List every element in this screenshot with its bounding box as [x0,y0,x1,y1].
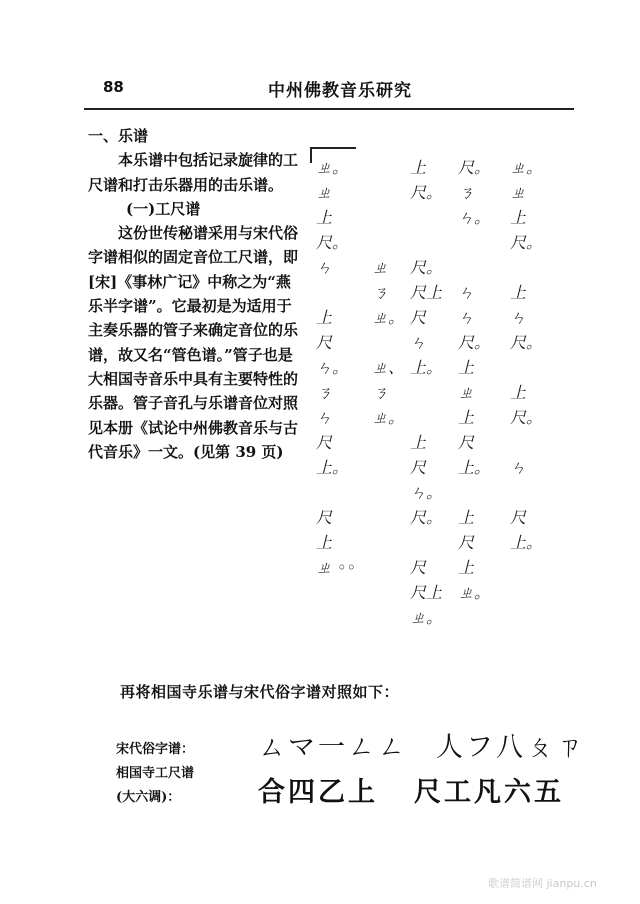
notation-symbol: 尺。 [410,183,443,202]
notation-symbol [458,255,490,280]
notation-symbol [510,480,542,505]
notation-symbol [410,380,442,405]
notation-symbol: ㄓ。 [410,608,443,627]
notation-symbol: ㄋ [316,383,333,402]
notation-symbol: ㄣ [316,408,333,427]
notation-symbol: 上 [458,358,475,377]
notation-symbol: 上。 [316,458,349,477]
notation-symbol: 上 [510,283,527,302]
notation-symbol [410,230,442,255]
notation-symbol: 上 [316,208,333,227]
notation-symbol: ㄋ [372,383,389,402]
notation-symbol [458,230,490,255]
notation-symbol: 尺 [458,533,475,552]
notation-symbol: ㄓ [316,183,333,202]
running-head-title: 中州佛教音乐研究 [268,81,412,101]
notation-symbol: 上 [510,383,527,402]
label-song-zi-pu: 宋代俗字谱： [116,742,195,757]
song-zi-pu-row [258,725,586,764]
notation-symbol: ㄓ。 [458,583,491,602]
comparison-intro: 再将相国寺乐谱与宋代俗字谱对照如下： [120,683,400,701]
notation-symbol: 上 [458,508,475,527]
notation-symbol: 尺。 [510,408,543,427]
notation-symbol: ㄣ [458,308,475,327]
song-zi-pu-group-2: 人フ八ㄆㄗ [436,732,586,763]
header-rule [84,108,574,110]
notation-symbol [316,280,356,305]
notation-symbol: 尺 [410,458,427,477]
notation-symbol: 尺 [316,508,333,527]
body-text-column [88,124,302,464]
notation-symbol: 尺。 [510,333,543,352]
handwritten-notation [306,135,576,645]
notation-symbol: 尺 [410,308,427,327]
notation-symbol: ㄣ [316,258,333,277]
notation-symbol: 尺 [510,508,527,527]
notation-symbol [316,480,356,505]
notation-symbol: ㄣ。 [458,208,491,227]
notation-symbol: ㄓ [510,183,527,202]
notation-symbol: ㄓ。 [372,308,405,327]
notation-symbol: ㄓ。 [316,158,349,177]
notation-symbol: 上。 [458,458,491,477]
notation-symbol: ㄓ。 [372,408,405,427]
notation-symbol: ㄣ [458,283,475,302]
notation-symbol: ㄓ [458,383,475,402]
song-zi-pu-group-1: ㄙマ一ㄥㄥ [258,732,408,763]
notation-symbol [510,430,542,455]
notation-symbol: 尺。 [410,508,443,527]
page-number: 88 [103,78,124,96]
gongche-row [258,770,564,809]
notation-symbol: 尺。 [410,258,443,277]
notation-column-2 [372,255,404,430]
notation-symbol [372,330,404,355]
watermark: 歌谱简谱网 jianpu.cn [488,877,597,890]
notation-symbol [510,355,542,380]
notation-symbol: 上 [410,158,427,177]
label-gongche-pu: 相国寺工尺谱 [116,766,195,781]
notation-symbol: ㄓ。 [510,158,543,177]
notation-symbol: 上 [458,408,475,427]
notation-column-3 [410,155,442,630]
notation-symbol: 尺 [458,433,475,452]
notation-column-5 [510,155,542,555]
notation-column-4 [458,155,490,605]
notation-symbol [458,480,490,505]
notation-symbol: 尺 [316,433,333,452]
notation-symbol: 上。 [510,533,543,552]
notation-symbol: 尺 [316,333,333,352]
notation-column-1 [316,155,356,580]
notation-symbol: 上 [316,308,333,327]
label-mode: (大六调)： [116,790,181,805]
notation-symbol: 上 [410,433,427,452]
notation-bracket-left [310,147,312,163]
notation-symbol: 尺。 [458,158,491,177]
notation-symbol: ㄋ [458,183,475,202]
notation-symbol: ㄣ。 [410,483,443,502]
notation-symbol: 上 [458,558,475,577]
notation-symbol: ㄣ [410,333,427,352]
comparison-labels [116,738,194,810]
notation-symbol: 尺上 [410,283,443,302]
gongche-group-1: 合四乙上 [258,777,378,808]
notation-symbol: 上 [316,533,333,552]
notation-symbol: 上 [510,208,527,227]
section-heading: 一、乐谱 [88,127,149,145]
notation-symbol: ㄓ [372,258,389,277]
notation-symbol: 尺。 [510,233,543,252]
notation-symbol [410,405,442,430]
gongche-group-2: 尺工凡六五 [414,777,564,808]
notation-symbol: 尺上 [410,583,443,602]
paragraph-2: 这份世传秘谱采用与宋代俗字谱相似的固定音位工尺谱，即[宋]《事林广记》中称之为“燕乐半字谱”。它最初是为适用于主奏乐器的管子来确定音位的乐谱，故又名“管色谱。”管子也是大相国寺音乐中具有主要特性的乐器。管子音孔与乐谱音位对照见本册《试论中州佛教音乐与古代音乐》一文。(见第 39 页) [88,224,299,461]
notation-symbol: 上。 [410,358,443,377]
notation-symbol: ㄓ ◦◦ [316,558,356,577]
notation-symbol [510,255,542,280]
notation-symbol: ㄋ [372,283,389,302]
paragraph-1: 本乐谱中包括记录旋律的工尺谱和打击乐器用的击乐谱。 [88,151,299,194]
notation-symbol [410,530,442,555]
notation-symbol: ㄣ [510,308,527,327]
notation-symbol: 尺。 [316,233,349,252]
notation-symbol: ㄣ [510,458,527,477]
subsection-heading: (一)工尺谱 [126,199,201,218]
notation-bracket-top [310,147,356,149]
notation-symbol: 尺 [410,558,427,577]
notation-symbol [410,205,442,230]
notation-symbol: ㄣ。 [316,358,349,377]
notation-symbol: ㄓ、 [372,358,405,377]
notation-symbol: 尺。 [458,333,491,352]
